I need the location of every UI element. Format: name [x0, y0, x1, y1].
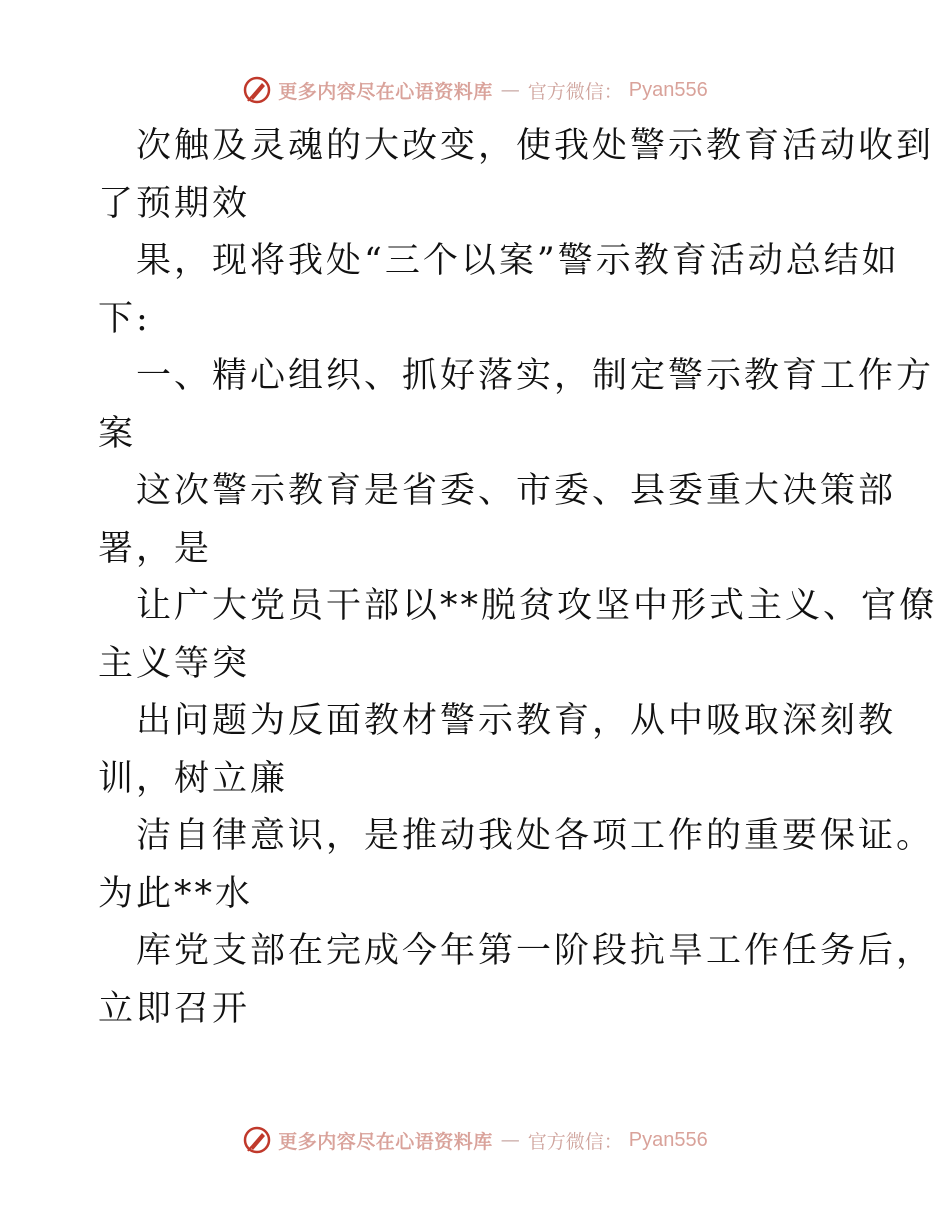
text-line: 训，树立廉 [98, 758, 289, 799]
pen-logo-icon [242, 1125, 272, 1155]
text-line: 下: [98, 298, 151, 339]
text-line: 为此**水 [98, 873, 254, 914]
watermark-label: 官方微信： [527, 1130, 623, 1153]
document-body [98, 118, 938, 1038]
text-line: 立即召开 [98, 988, 251, 1029]
text-line: 署，是 [98, 528, 213, 569]
watermark-text: 更多内容尽在心语资料库 [278, 80, 493, 103]
header-watermark [0, 70, 950, 110]
watermark-account: Pyan556 [628, 78, 708, 101]
text-line: 果，现将我处“三个以案”警示教育活动总结如 [136, 241, 900, 281]
watermark-text: 更多内容尽在心语资料库 [278, 1130, 493, 1153]
pen-logo-icon [242, 75, 272, 105]
text-line: 这次警示教育是省委、市委、县委重大决策部 [136, 471, 897, 511]
watermark-label: 官方微信： [527, 80, 623, 103]
text-line: 洁自律意识，是推动我处各项工作的重要保证。 [136, 816, 935, 856]
text-line: 库党支部在完成今年第一阶段抗旱工作任务后， [136, 931, 935, 971]
text-line: 了预期效 [98, 183, 251, 224]
text-line: 主义等突 [98, 643, 251, 684]
watermark-account: Pyan556 [628, 1128, 708, 1151]
text-line: 次触及灵魂的大改变，使我处警示教育活动收到 [136, 126, 935, 166]
section-heading: 一、精心组织、抓好落实，制定警示教育工作方 [136, 356, 935, 396]
section-heading-continued: 案 [98, 413, 137, 454]
text-line: 出问题为反面教材警示教育，从中吸取深刻教 [136, 701, 897, 741]
watermark-group [242, 75, 708, 105]
footer-watermark [0, 1120, 950, 1160]
watermark-group [242, 1125, 708, 1155]
watermark-dash: — [500, 1129, 520, 1151]
text-line: 让广大党员干部以**脱贫攻坚中形式主义、官僚 [136, 586, 938, 626]
watermark-dash: — [500, 79, 520, 101]
